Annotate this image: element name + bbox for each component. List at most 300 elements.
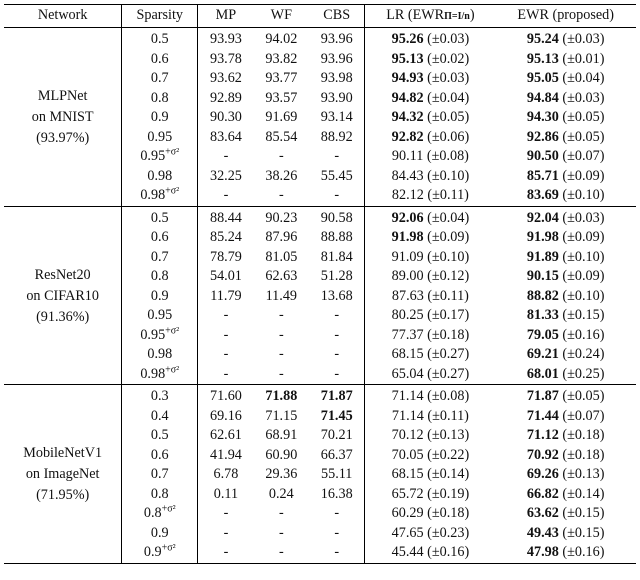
mp-cell: - bbox=[223, 524, 229, 541]
ewr-value: 94.84 bbox=[526, 89, 559, 106]
lr-value: 71.14 bbox=[391, 407, 424, 424]
ewr-cell bbox=[495, 206, 636, 228]
lr-cell bbox=[365, 543, 495, 563]
ewr-value: 88.82 bbox=[526, 287, 559, 304]
table-row bbox=[4, 28, 636, 50]
table-row bbox=[4, 385, 636, 407]
ewr-deviation: (±0.05) bbox=[562, 128, 605, 145]
cbs-cell: 70.21 bbox=[309, 426, 365, 446]
sparsity-value: 0.98 bbox=[147, 346, 173, 362]
lr-value: 94.93 bbox=[391, 70, 424, 86]
ewr-deviation: (±0.07) bbox=[562, 148, 605, 164]
wf-cell: 60.90 bbox=[265, 446, 298, 463]
ewr-deviation: (±0.03) bbox=[562, 89, 605, 106]
lr-deviation: (±0.13) bbox=[427, 427, 470, 443]
ewr-deviation: (±0.15) bbox=[562, 505, 605, 521]
sparsity-value: 0.95 bbox=[140, 148, 166, 164]
ewr-value: 91.89 bbox=[526, 248, 559, 265]
sparsity-value: 0.8 bbox=[143, 505, 162, 521]
wf-cell: - bbox=[278, 505, 284, 521]
lr-deviation: (±0.10) bbox=[427, 248, 470, 265]
cbs-cell: 88.92 bbox=[309, 128, 365, 148]
lr-cell bbox=[365, 524, 495, 544]
sparsity-cell bbox=[122, 28, 198, 50]
wf-cell: - bbox=[278, 187, 284, 203]
lr-value: 45.44 bbox=[391, 544, 424, 560]
wf-cell: - bbox=[278, 365, 284, 382]
ewr-deviation: (±0.16) bbox=[562, 544, 605, 560]
wf-cell: 29.36 bbox=[265, 466, 298, 482]
lr-value: 92.06 bbox=[391, 209, 424, 226]
cbs-cell: 93.90 bbox=[309, 89, 365, 109]
ewr-value: 71.87 bbox=[526, 388, 559, 404]
ewr-value: 85.71 bbox=[526, 167, 559, 184]
sparsity-cell bbox=[122, 128, 198, 148]
mp-cell: 93.93 bbox=[198, 28, 254, 50]
network-name-line: MobileNetV1 bbox=[23, 445, 103, 462]
results-body bbox=[4, 28, 636, 564]
lr-deviation: (±0.27) bbox=[427, 365, 470, 382]
lr-value: 47.65 bbox=[391, 524, 424, 541]
lr-cell bbox=[365, 385, 495, 407]
ewr-value: 95.13 bbox=[526, 50, 559, 67]
lr-value: 71.14 bbox=[391, 388, 424, 404]
lr-cell bbox=[365, 89, 495, 109]
sparsity-value: 0.95 bbox=[147, 128, 173, 145]
cbs-cell: - bbox=[309, 365, 365, 385]
ewr-deviation: (±0.10) bbox=[562, 187, 605, 203]
sparsity-cell bbox=[122, 108, 198, 128]
mp-cell: - bbox=[223, 307, 229, 323]
ewr-cell bbox=[495, 287, 636, 307]
wf-cell: 87.96 bbox=[265, 229, 298, 245]
lr-value: 70.05 bbox=[391, 446, 424, 463]
lr-deviation: (±0.12) bbox=[427, 268, 470, 284]
ewr-deviation: (±0.15) bbox=[562, 524, 605, 541]
lr-deviation: (±0.08) bbox=[426, 148, 469, 164]
network-name-line: on MNIST bbox=[31, 109, 94, 126]
ewr-cell bbox=[495, 69, 636, 89]
results-table bbox=[4, 4, 636, 564]
ewr-value: 63.62 bbox=[526, 505, 559, 521]
lr-deviation: (±0.18) bbox=[427, 505, 470, 521]
sparsity-value: 0.95 bbox=[140, 326, 166, 343]
sparsity-value: 0.6 bbox=[150, 229, 169, 245]
header-lr-prefix: LR (EWR bbox=[386, 6, 445, 23]
sparsity-cell bbox=[122, 147, 198, 167]
network-name-line: (71.95%) bbox=[36, 487, 90, 504]
lr-value: 80.25 bbox=[391, 307, 424, 323]
ewr-cell bbox=[495, 326, 636, 346]
ewr-deviation: (±0.09) bbox=[562, 167, 605, 184]
cbs-cell: 71.87 bbox=[309, 385, 365, 407]
sparsity-cell bbox=[122, 543, 198, 563]
cbs-cell: 93.96 bbox=[309, 50, 365, 70]
noise-superscript: +σ² bbox=[165, 324, 180, 336]
ewr-value: 66.82 bbox=[526, 485, 559, 502]
lr-cell bbox=[365, 50, 495, 70]
sparsity-value: 0.6 bbox=[150, 446, 169, 463]
network-name-cell bbox=[4, 28, 122, 207]
ewr-cell bbox=[495, 167, 636, 187]
lr-cell bbox=[365, 28, 495, 50]
ewr-cell bbox=[495, 228, 636, 248]
wf-cell: 90.23 bbox=[254, 206, 309, 228]
lr-cell bbox=[365, 306, 495, 326]
cbs-cell: 93.96 bbox=[309, 28, 365, 50]
cbs-cell: 88.88 bbox=[309, 228, 365, 248]
lr-cell bbox=[365, 206, 495, 228]
cbs-cell: 81.84 bbox=[309, 248, 365, 268]
network-name-line: (91.36%) bbox=[36, 308, 90, 325]
cbs-cell: - bbox=[309, 345, 365, 365]
sparsity-value: 0.95 bbox=[147, 307, 173, 323]
lr-cell bbox=[365, 326, 495, 346]
wf-cell: 71.15 bbox=[265, 407, 298, 424]
header-lr bbox=[365, 5, 495, 28]
lr-value: 94.82 bbox=[391, 89, 424, 106]
ewr-cell bbox=[495, 28, 636, 50]
ewr-value: 91.98 bbox=[526, 229, 559, 245]
mp-cell: 32.25 bbox=[209, 167, 242, 184]
ewr-value: 68.01 bbox=[526, 365, 559, 382]
header-mp: MP bbox=[198, 5, 254, 28]
sparsity-value: 0.98 bbox=[147, 167, 173, 184]
lr-value: 91.09 bbox=[391, 248, 424, 265]
sparsity-cell bbox=[122, 524, 198, 544]
lr-deviation: (±0.08) bbox=[427, 388, 470, 404]
ewr-deviation: (±0.10) bbox=[562, 287, 605, 304]
cbs-cell: 90.58 bbox=[309, 206, 365, 228]
sparsity-value: 0.8 bbox=[150, 268, 169, 284]
sparsity-cell bbox=[122, 426, 198, 446]
ewr-cell bbox=[495, 365, 636, 385]
mp-cell: 0.11 bbox=[213, 485, 239, 502]
lr-deviation: (±0.06) bbox=[427, 128, 470, 145]
mp-cell: - bbox=[223, 187, 229, 203]
mp-cell: 85.24 bbox=[209, 229, 242, 245]
header-sparsity: Sparsity bbox=[122, 5, 198, 28]
cbs-cell: 51.28 bbox=[309, 267, 365, 287]
sparsity-cell bbox=[122, 186, 198, 206]
lr-cell bbox=[365, 128, 495, 148]
wf-cell: - bbox=[278, 346, 284, 362]
sparsity-value: 0.5 bbox=[150, 31, 169, 47]
mp-cell: 69.16 bbox=[209, 407, 242, 424]
lr-value: 82.12 bbox=[391, 187, 424, 203]
ewr-value: 70.92 bbox=[526, 446, 559, 463]
lr-value: 94.32 bbox=[391, 109, 424, 125]
sparsity-value: 0.98 bbox=[140, 187, 166, 203]
ewr-cell bbox=[495, 407, 636, 427]
wf-cell: 11.49 bbox=[265, 287, 298, 304]
ewr-deviation: (±0.16) bbox=[562, 326, 605, 343]
cbs-cell: - bbox=[309, 186, 365, 206]
sparsity-cell bbox=[122, 167, 198, 187]
lr-value: 65.04 bbox=[391, 365, 424, 382]
wf-cell: 62.63 bbox=[265, 268, 298, 284]
mp-cell: - bbox=[223, 505, 229, 521]
ewr-deviation: (±0.25) bbox=[562, 365, 605, 382]
ewr-deviation: (±0.01) bbox=[562, 50, 605, 67]
lr-deviation: (±0.11) bbox=[427, 287, 469, 304]
ewr-deviation: (±0.09) bbox=[562, 229, 605, 245]
cbs-cell: 66.37 bbox=[309, 446, 365, 466]
wf-cell: - bbox=[278, 544, 284, 560]
lr-deviation: (±0.11) bbox=[427, 187, 469, 203]
mp-cell: 6.78 bbox=[213, 466, 239, 482]
wf-cell: 93.77 bbox=[265, 70, 298, 86]
ewr-value: 90.15 bbox=[526, 268, 559, 284]
lr-value: 87.63 bbox=[391, 287, 424, 304]
lr-deviation: (±0.16) bbox=[427, 544, 470, 560]
sparsity-cell bbox=[122, 248, 198, 268]
wf-cell: - bbox=[278, 524, 284, 541]
sparsity-cell bbox=[122, 206, 198, 228]
ewr-cell bbox=[495, 50, 636, 70]
sparsity-cell bbox=[122, 50, 198, 70]
ewr-value: 94.30 bbox=[526, 109, 559, 125]
mp-cell: 54.01 bbox=[209, 268, 242, 284]
cbs-cell: 71.45 bbox=[309, 407, 365, 427]
lr-cell bbox=[365, 485, 495, 505]
header-lr-suffix: ) bbox=[469, 6, 475, 23]
lr-value: 70.12 bbox=[391, 427, 424, 443]
ewr-deviation: (±0.04) bbox=[562, 70, 605, 86]
sparsity-cell bbox=[122, 446, 198, 466]
wf-cell: 94.02 bbox=[254, 28, 309, 50]
lr-deviation: (±0.22) bbox=[427, 446, 470, 463]
sparsity-cell bbox=[122, 69, 198, 89]
lr-value: 92.82 bbox=[391, 128, 424, 145]
lr-cell bbox=[365, 407, 495, 427]
noise-superscript: +σ² bbox=[165, 185, 180, 197]
ewr-cell bbox=[495, 504, 636, 524]
lr-value: 89.00 bbox=[391, 268, 424, 284]
wf-cell: 0.24 bbox=[268, 485, 294, 502]
lr-value: 68.15 bbox=[391, 346, 424, 362]
lr-cell bbox=[365, 248, 495, 268]
lr-cell bbox=[365, 446, 495, 466]
mp-cell: - bbox=[223, 346, 229, 362]
cbs-cell: - bbox=[309, 306, 365, 326]
wf-cell: 38.26 bbox=[265, 167, 298, 184]
ewr-deviation: (±0.10) bbox=[562, 248, 605, 265]
lr-value: 84.43 bbox=[391, 167, 424, 184]
sparsity-cell bbox=[122, 267, 198, 287]
header-wf: WF bbox=[254, 5, 309, 28]
cbs-cell: - bbox=[309, 543, 365, 563]
ewr-value: 69.21 bbox=[526, 346, 559, 362]
ewr-deviation: (±0.05) bbox=[562, 109, 605, 125]
wf-cell: 71.88 bbox=[254, 385, 309, 407]
noise-superscript: +σ² bbox=[161, 503, 176, 515]
sparsity-value: 0.8 bbox=[150, 89, 169, 106]
ewr-value: 83.69 bbox=[526, 187, 559, 203]
lr-cell bbox=[365, 345, 495, 365]
wf-cell: 93.57 bbox=[265, 89, 298, 106]
mp-cell: - bbox=[223, 148, 229, 164]
ewr-cell bbox=[495, 147, 636, 167]
lr-cell bbox=[365, 69, 495, 89]
ewr-cell bbox=[495, 426, 636, 446]
lr-cell bbox=[365, 228, 495, 248]
lr-deviation: (±0.05) bbox=[427, 109, 470, 125]
network-name-line: MLPNet bbox=[37, 88, 88, 105]
ewr-cell bbox=[495, 485, 636, 505]
network-name-line: on CIFAR10 bbox=[26, 287, 99, 304]
wf-cell: 85.54 bbox=[265, 128, 298, 145]
sparsity-cell bbox=[122, 365, 198, 385]
ewr-cell bbox=[495, 128, 636, 148]
mp-cell: 71.60 bbox=[198, 385, 254, 407]
ewr-deviation: (±0.03) bbox=[562, 31, 605, 47]
lr-value: 68.15 bbox=[391, 466, 424, 482]
lr-deviation: (±0.19) bbox=[427, 485, 470, 502]
sparsity-value: 0.9 bbox=[150, 524, 169, 541]
lr-value: 95.13 bbox=[391, 50, 424, 67]
header-row bbox=[4, 5, 636, 28]
ewr-value: 71.44 bbox=[526, 407, 559, 424]
lr-deviation: (±0.14) bbox=[427, 466, 470, 482]
ewr-value: 81.33 bbox=[526, 307, 559, 323]
cbs-cell: 55.45 bbox=[309, 167, 365, 187]
wf-cell: - bbox=[278, 148, 284, 164]
noise-superscript: +σ² bbox=[161, 542, 176, 554]
sparsity-cell bbox=[122, 326, 198, 346]
sparsity-cell bbox=[122, 228, 198, 248]
ewr-deviation: (±0.13) bbox=[562, 466, 605, 482]
sparsity-cell bbox=[122, 306, 198, 326]
ewr-cell bbox=[495, 385, 636, 407]
mp-cell: 93.62 bbox=[209, 70, 242, 86]
lr-deviation: (±0.18) bbox=[427, 326, 470, 343]
ewr-cell bbox=[495, 248, 636, 268]
ewr-value: 47.98 bbox=[526, 544, 559, 560]
network-name-cell bbox=[4, 206, 122, 385]
ewr-value: 90.50 bbox=[526, 148, 559, 164]
ewr-deviation: (±0.05) bbox=[562, 388, 605, 404]
sparsity-cell bbox=[122, 504, 198, 524]
sparsity-value: 0.6 bbox=[150, 50, 169, 67]
lr-value: 60.29 bbox=[391, 505, 424, 521]
lr-value: 65.72 bbox=[391, 485, 424, 502]
sparsity-value: 0.7 bbox=[150, 466, 169, 482]
header-cbs: CBS bbox=[309, 5, 365, 28]
wf-cell: - bbox=[278, 326, 284, 343]
header-network: Network bbox=[4, 5, 122, 28]
ewr-cell bbox=[495, 89, 636, 109]
lr-cell bbox=[365, 287, 495, 307]
lr-deviation: (±0.04) bbox=[427, 209, 470, 226]
cbs-cell: 93.98 bbox=[309, 69, 365, 89]
cbs-cell: 55.11 bbox=[309, 465, 365, 485]
lr-deviation: (±0.03) bbox=[427, 31, 470, 47]
header-lr-subscript: Π=I/n bbox=[444, 10, 470, 22]
ewr-value: 79.05 bbox=[526, 326, 559, 343]
ewr-cell bbox=[495, 108, 636, 128]
wf-cell: 81.05 bbox=[265, 248, 298, 265]
mp-cell: 78.79 bbox=[209, 248, 242, 265]
mp-cell: 90.30 bbox=[209, 109, 242, 125]
ewr-value: 71.12 bbox=[526, 427, 559, 443]
lr-value: 90.11 bbox=[391, 148, 424, 164]
sparsity-value: 0.9 bbox=[143, 544, 162, 560]
cbs-cell: - bbox=[309, 504, 365, 524]
ewr-cell bbox=[495, 267, 636, 287]
cbs-cell: 16.38 bbox=[309, 485, 365, 505]
lr-cell bbox=[365, 426, 495, 446]
lr-value: 77.37 bbox=[391, 326, 424, 343]
mp-cell: - bbox=[223, 544, 229, 560]
sparsity-value: 0.9 bbox=[150, 287, 169, 304]
sparsity-cell bbox=[122, 287, 198, 307]
ewr-deviation: (±0.09) bbox=[562, 268, 605, 284]
mp-cell: 41.94 bbox=[209, 446, 242, 463]
header-ewr: EWR (proposed) bbox=[495, 5, 636, 28]
lr-cell bbox=[365, 504, 495, 524]
sparsity-value: 0.8 bbox=[150, 485, 169, 502]
network-name-line: ResNet20 bbox=[34, 266, 91, 283]
wf-cell: 93.82 bbox=[265, 50, 298, 67]
sparsity-value: 0.7 bbox=[150, 248, 169, 265]
lr-deviation: (±0.17) bbox=[427, 307, 470, 323]
ewr-value: 49.43 bbox=[526, 524, 559, 541]
lr-deviation: (±0.27) bbox=[427, 346, 470, 362]
mp-cell: 88.44 bbox=[198, 206, 254, 228]
mp-cell: 92.89 bbox=[209, 89, 242, 106]
sparsity-cell bbox=[122, 407, 198, 427]
lr-value: 95.26 bbox=[391, 31, 424, 47]
mp-cell: - bbox=[223, 326, 229, 343]
sparsity-cell bbox=[122, 485, 198, 505]
sparsity-cell bbox=[122, 89, 198, 109]
mp-cell: 93.78 bbox=[209, 50, 242, 67]
sparsity-cell bbox=[122, 345, 198, 365]
ewr-value: 92.04 bbox=[526, 209, 559, 226]
cbs-cell: 93.14 bbox=[309, 108, 365, 128]
sparsity-value: 0.3 bbox=[150, 388, 169, 404]
network-name-line: on ImageNet bbox=[25, 466, 100, 483]
cbs-cell: 13.68 bbox=[309, 287, 365, 307]
network-name-line: (93.97%) bbox=[36, 130, 90, 147]
ewr-value: 69.26 bbox=[526, 466, 559, 482]
sparsity-value: 0.9 bbox=[150, 109, 169, 125]
sparsity-cell bbox=[122, 465, 198, 485]
lr-cell bbox=[365, 186, 495, 206]
lr-cell bbox=[365, 267, 495, 287]
ewr-value: 95.05 bbox=[526, 70, 559, 86]
lr-deviation: (±0.02) bbox=[427, 50, 470, 67]
ewr-deviation: (±0.03) bbox=[562, 209, 605, 226]
ewr-value: 95.24 bbox=[526, 31, 559, 47]
cbs-cell: - bbox=[309, 524, 365, 544]
ewr-cell bbox=[495, 446, 636, 466]
mp-cell: 62.61 bbox=[209, 427, 242, 443]
noise-superscript: +σ² bbox=[165, 363, 180, 375]
cbs-cell: - bbox=[309, 147, 365, 167]
lr-cell bbox=[365, 365, 495, 385]
sparsity-cell bbox=[122, 385, 198, 407]
lr-deviation: (±0.23) bbox=[427, 524, 470, 541]
ewr-deviation: (±0.14) bbox=[562, 485, 605, 502]
ewr-cell bbox=[495, 543, 636, 563]
ewr-value: 92.86 bbox=[526, 128, 559, 145]
ewr-deviation: (±0.18) bbox=[562, 446, 605, 463]
ewr-deviation: (±0.07) bbox=[562, 407, 605, 424]
ewr-deviation: (±0.24) bbox=[562, 346, 605, 362]
lr-deviation: (±0.04) bbox=[427, 89, 470, 106]
